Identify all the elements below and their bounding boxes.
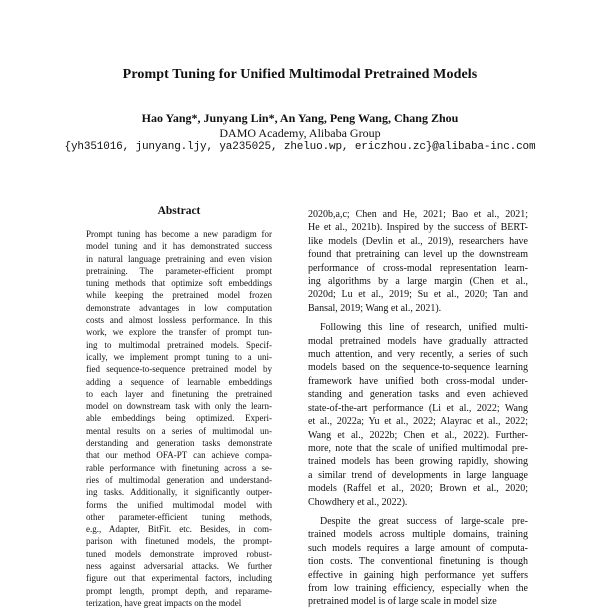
text-line: ing to multimodal pretrained models. Specif- [86, 339, 272, 350]
text-line: tuned models demonstrate improved robust- [86, 548, 272, 559]
text-line: more, note that the scale of unified multimodal pre- [308, 442, 528, 454]
text-line: adding a sequence of learnable embeddings [86, 376, 272, 387]
text-line: work, we explore the transfer of prompt tun- [86, 327, 272, 338]
text-line: Chowdhery et al., 2022). [308, 496, 408, 508]
text-line: mental results on a series of multimodal un- [86, 425, 272, 436]
paper-title: Prompt Tuning for Unified Multimodal Pretrained Models [122, 67, 478, 82]
text-line: ness against adversarial attacks. We further [86, 561, 272, 572]
affiliation: DAMO Academy, Alibaba Group [219, 126, 381, 140]
text-line: able embeddings being optimized. Experi- [86, 413, 272, 424]
text-line: trained models has been growing rapidly, showing [308, 456, 528, 468]
text-line: Bansal, 2019; Wang et al., 2021). [308, 302, 442, 314]
text-line: tion costs. The conventional finetuning is though [308, 556, 528, 568]
text-line: ing algorithms by a large margin (Chen et al., [308, 276, 528, 288]
text-line: other parameter-efficient tuning methods, [86, 511, 272, 522]
text-line: e.g., Adapter, BitFit. etc. Besides, in com- [86, 524, 272, 535]
text-line: demonstrate advantages in low computation [86, 302, 272, 313]
text-line: found that pretraining can level up the downstream [308, 249, 528, 261]
abstract-heading: Abstract [157, 205, 201, 217]
text-line: model on downstream task with only the learn- [86, 401, 272, 412]
text-line: much attention, and very recently, a series of such [308, 349, 528, 361]
text-line: Despite the great success of large-scale pre- [320, 515, 528, 527]
text-line: 2020d; Lu et al., 2019; Su et al., 2020; Tan and [308, 289, 528, 301]
text-line: standing and generation tasks and even achieved [308, 389, 528, 401]
text-line: prompt length, prompt depth, and reparame- [86, 585, 272, 596]
text-line: state-of-the-art performance (Li et al., 2022; Wang [308, 402, 528, 414]
text-line: rable performance with finetuning across a se- [86, 462, 272, 473]
text-line: model tuning and it has demonstrated success [86, 241, 272, 252]
text-line: a similar trend of developments in large language [308, 469, 528, 481]
body-right-column [308, 208, 528, 609]
text-line: Following this line of research, unified multi- [320, 322, 528, 334]
text-line: et al., 2022a; Yu et al., 2022; Alayrac et al., 2022; [308, 416, 528, 428]
author-list: Hao Yang*, Junyang Lin*, An Yang, Peng Wang, Chang Zhou [141, 111, 459, 125]
text-line: ries of multimodal generation and understand- [86, 474, 272, 485]
text-line: pretrained model is of large scale in model size [308, 596, 497, 608]
text-line: while keeping the pretrained model frozen [86, 290, 272, 301]
text-line: from low training efficiency, especially when the [308, 582, 528, 594]
abstract-body [86, 228, 272, 609]
text-line: 2020b,a,c; Chen and He, 2021; Bao et al., 2021; [308, 209, 528, 220]
text-line: pretraining. The parameter-efficient prompt [86, 265, 272, 276]
text-line: costs and almost lossless performance. In this [86, 315, 272, 326]
text-line: that our method OFA-PT can achieve compa- [86, 450, 272, 461]
text-line: such models requires a large amount of computa- [308, 542, 528, 554]
text-line: He et al., 2021b). Inspired by the success of BERT- [308, 222, 528, 234]
text-line: to each layer and finetuning the pretrained [86, 388, 272, 399]
text-line: derstanding and generation tasks demonstrate [86, 438, 272, 449]
text-line: effective in gaining high performance yet suffers [308, 569, 528, 581]
text-line: Wang et al., 2022b; Chen et al., 2022). Further- [308, 429, 528, 441]
text-line: models (Raffel et al., 2020; Brown et al., 2020; [308, 483, 528, 495]
text-line: ically, we implement prompt tuning to a uni- [86, 351, 272, 362]
text-line: figure out that experimental factors, including [86, 573, 272, 584]
text-line: terization, have great impacts on the model [86, 597, 242, 608]
text-line: tuning methods that optimize soft embeddings [86, 278, 272, 289]
text-line: ing tasks. Additionally, it significantly outper- [86, 487, 272, 498]
text-line: Prompt tuning has become a new paradigm for [86, 229, 272, 239]
text-line: framework have unified both cross-modal under- [308, 375, 528, 387]
text-line: performance of cross-modal representation learn- [308, 262, 528, 274]
text-line: in natural language pretraining and even vision [86, 253, 272, 264]
text-line: forms the unified multimodal model with [86, 499, 272, 510]
author-emails: {yh351016, junyang.ljy, ya235025, zheluo.wp, ericzhou.zc}@alibaba-inc.com [64, 141, 536, 153]
text-line: fied sequence-to-sequence pretrained model by [86, 364, 272, 375]
text-line: parison with finetuned models, the prompt- [86, 536, 272, 547]
text-line: models based on the sequence-to-sequence learning [308, 362, 528, 374]
text-line: trained models across multiple domains, training [308, 529, 528, 541]
text-line: modal pretrained models have gradually attracted [308, 335, 528, 347]
text-line: like models (Devlin et al., 2019), researchers have [308, 235, 528, 247]
